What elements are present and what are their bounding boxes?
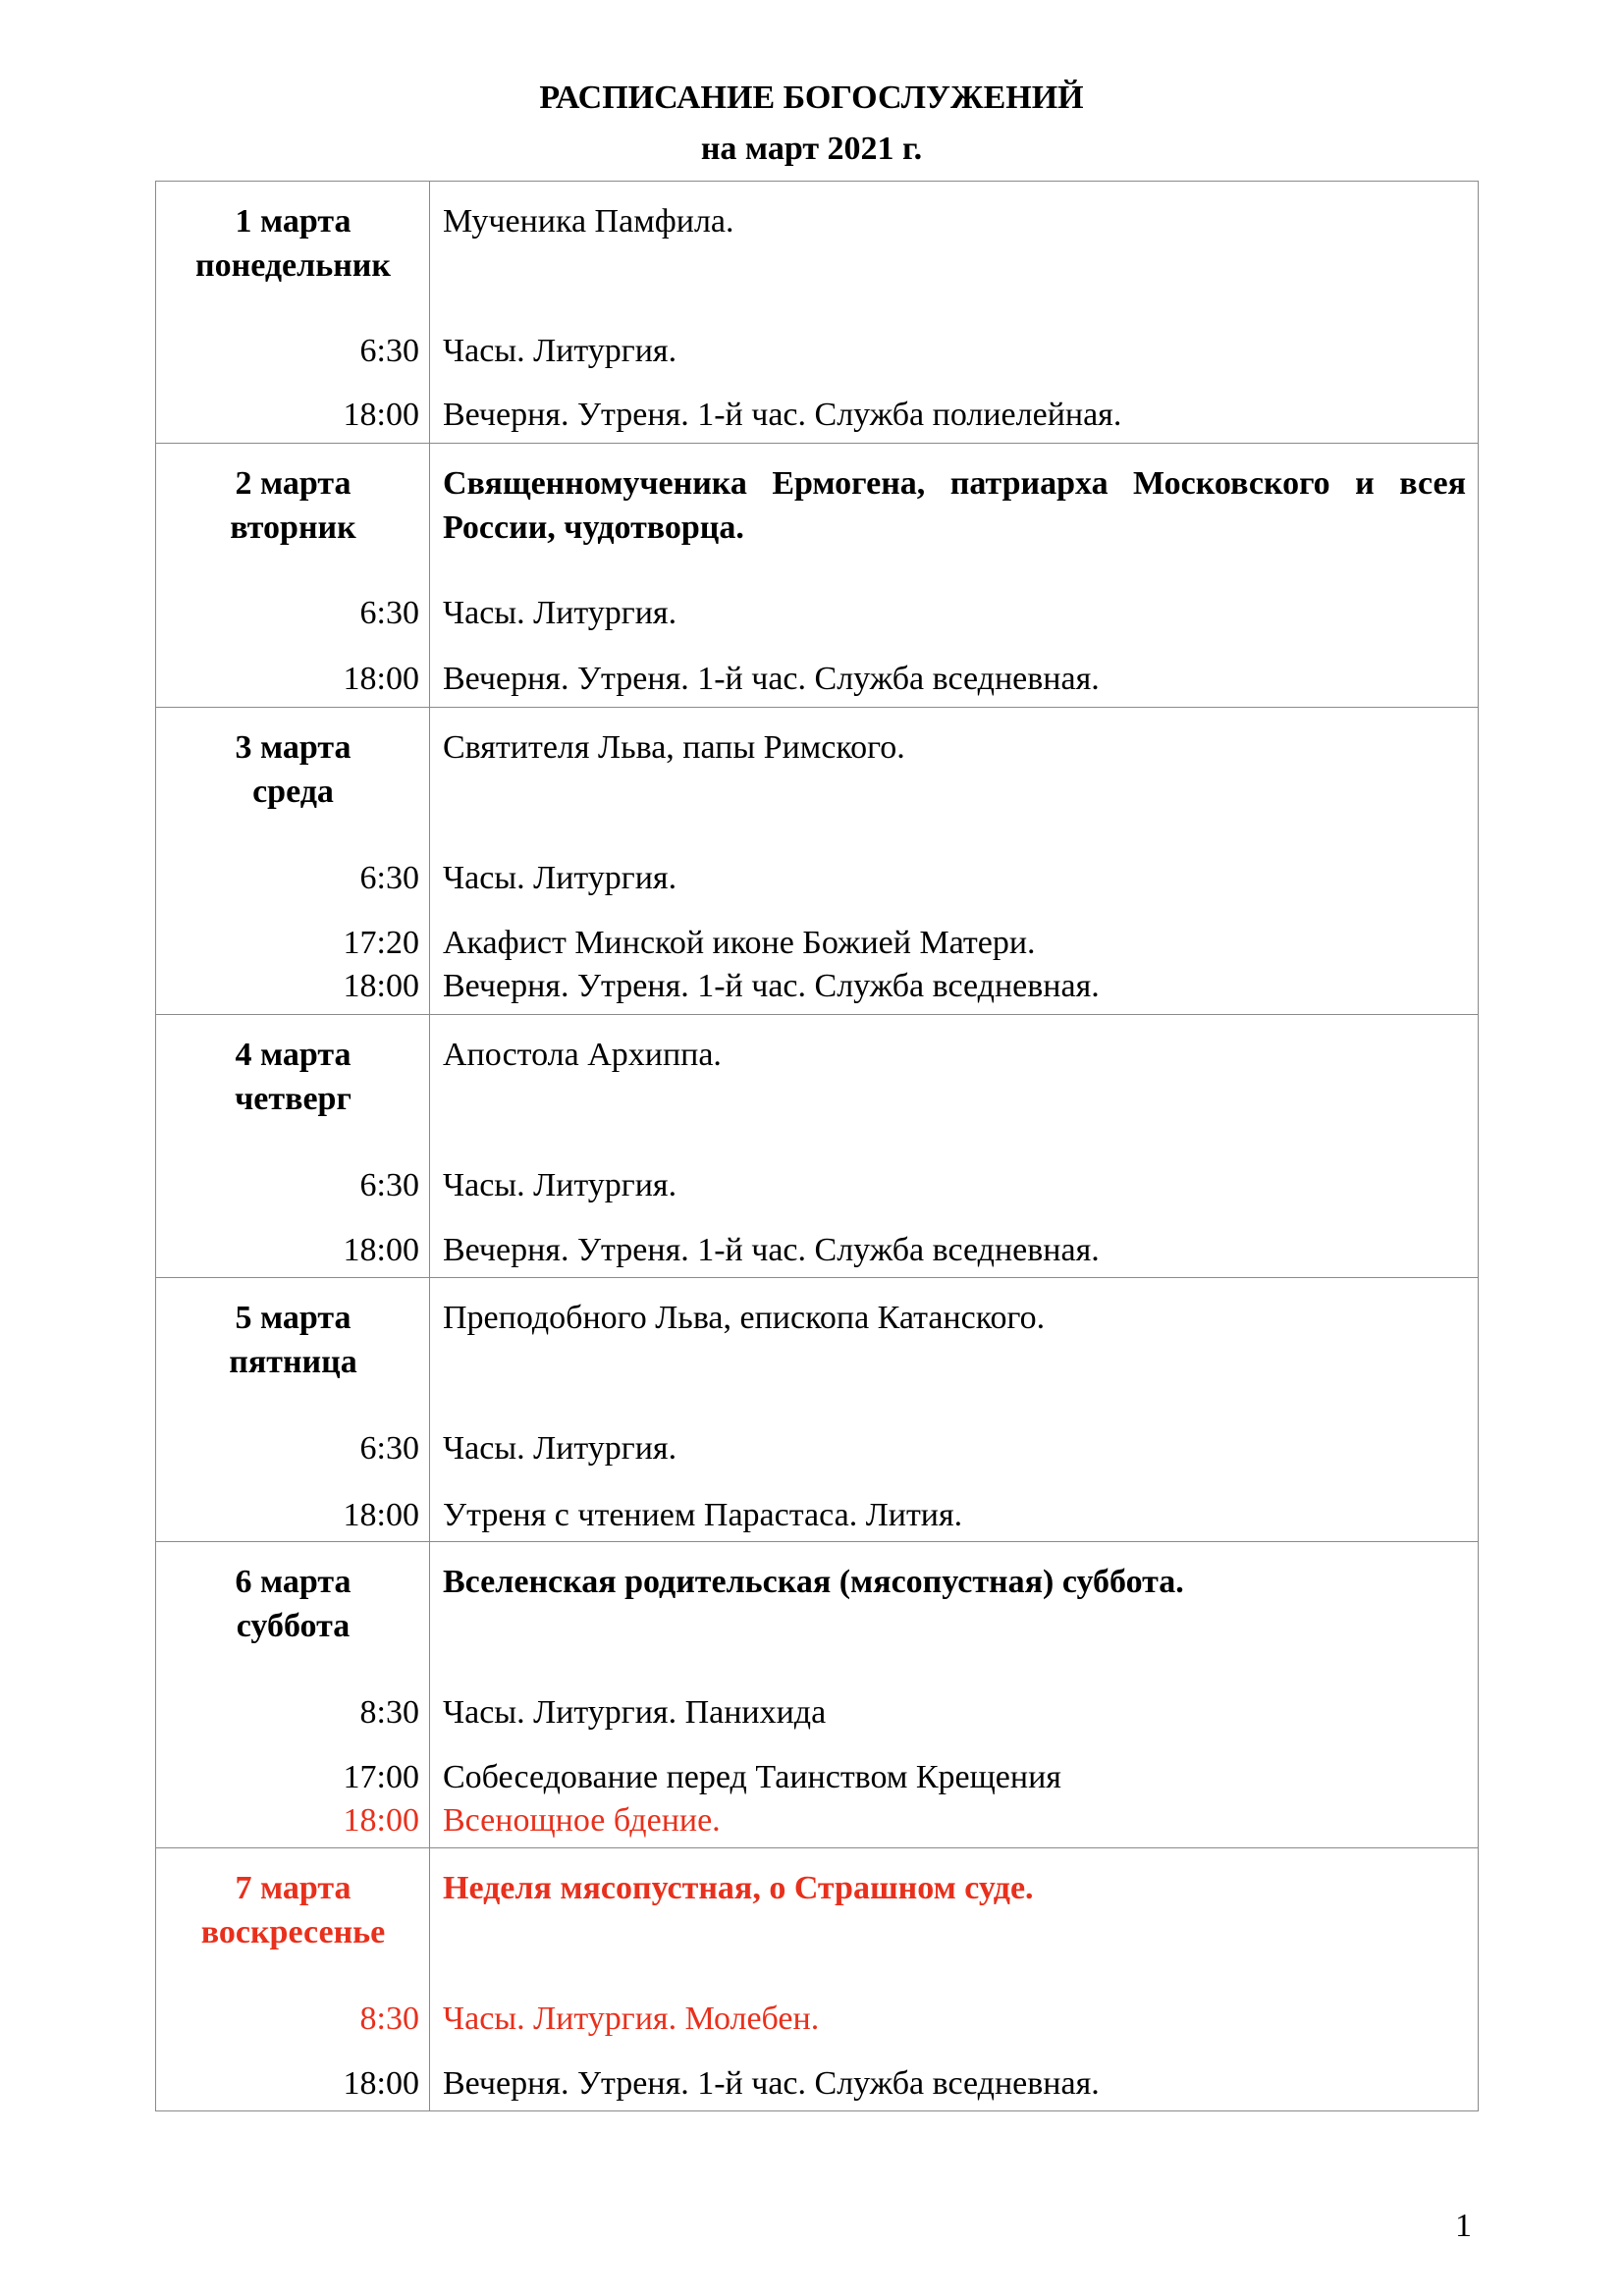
day-row (156, 444, 1479, 708)
date-cell (156, 1542, 430, 1848)
day-date: 6 марта (235, 1564, 352, 1600)
service-description: Часы. Литургия. (443, 595, 677, 631)
feast-title: Преподобного Льва, епископа Катанского. (443, 1300, 1046, 1336)
day-row (156, 182, 1479, 444)
day-weekday: суббота (236, 1608, 351, 1644)
services-cell (430, 1848, 1479, 2111)
service-time: 18:00 (343, 1232, 419, 1268)
day-row (156, 708, 1479, 1015)
service-description: Вечерня. Утреня. 1-й час. Служба вседневная. (443, 1232, 1100, 1268)
service-time: 6:30 (359, 1167, 419, 1203)
day-heading (156, 1033, 430, 1121)
services-cell (430, 708, 1479, 1015)
date-cell (156, 1015, 430, 1278)
day-heading (156, 1296, 430, 1384)
day-row (156, 1848, 1479, 2111)
day-row (156, 1542, 1479, 1848)
day-row (156, 1278, 1479, 1542)
service-time: 6:30 (359, 860, 419, 896)
page-number: 1 (1455, 2208, 1472, 2244)
service-time: 6:30 (359, 1430, 419, 1467)
feast-title: Святителя Льва, папы Римского. (443, 729, 905, 766)
day-weekday: четверг (235, 1081, 352, 1117)
service-time: 18:00 (343, 2065, 419, 2102)
date-cell (156, 708, 430, 1015)
day-heading (156, 1560, 430, 1648)
date-cell (156, 1848, 430, 2111)
page-subtitle: на март 2021 г. (700, 131, 923, 167)
day-date: 3 марта (235, 729, 352, 766)
service-description: Акафист Минской иконе Божией Матери. (443, 925, 1036, 961)
services-cell (430, 182, 1479, 444)
feast-title: Апостола Архиппа. (443, 1037, 722, 1073)
service-description: Вечерня. Утреня. 1-й час. Служба вседневная. (443, 661, 1100, 697)
service-time: 6:30 (359, 333, 419, 369)
date-cell (156, 1278, 430, 1542)
day-weekday: пятница (229, 1344, 357, 1380)
service-description: Всенощное бдение. (443, 1802, 721, 1839)
page-title: РАСПИСАНИЕ БОГОСЛУЖЕНИЙ (539, 80, 1084, 116)
service-description: Часы. Литургия. (443, 1167, 677, 1203)
service-time: 18:00 (343, 1802, 419, 1839)
day-row (156, 1015, 1479, 1278)
feast-title: Священномученика Ермогена, патриарха Московского и всея России, чудотворца. (443, 465, 1466, 546)
service-time: 17:00 (343, 1759, 419, 1795)
day-weekday: понедельник (195, 247, 391, 284)
day-heading (156, 1866, 430, 1954)
service-description: Часы. Литургия. (443, 860, 677, 896)
service-description: Часы. Литургия. Молебен. (443, 2001, 820, 2037)
service-description: Вечерня. Утреня. 1-й час. Служба вседневная. (443, 968, 1100, 1004)
day-heading (156, 461, 430, 550)
service-description: Вечерня. Утреня. 1-й час. Служба полиелейная. (443, 397, 1122, 433)
day-date: 1 марта (235, 203, 352, 240)
date-cell (156, 444, 430, 708)
day-weekday: вторник (230, 509, 356, 546)
service-description: Часы. Литургия. (443, 333, 677, 369)
service-time: 8:30 (359, 2001, 419, 2037)
service-time: 18:00 (343, 661, 419, 697)
service-time: 18:00 (343, 968, 419, 1004)
service-time: 17:20 (343, 925, 419, 961)
schedule-table (155, 181, 1479, 2111)
service-time: 18:00 (343, 397, 419, 433)
feast-title: Неделя мясопустная, о Страшном суде. (443, 1870, 1034, 1906)
service-time: 18:00 (343, 1497, 419, 1533)
service-description: Вечерня. Утреня. 1-й час. Служба вседневная. (443, 2065, 1100, 2102)
feast-title: Вселенская родительская (мясопустная) суббота. (443, 1564, 1184, 1600)
day-date: 2 марта (235, 465, 352, 502)
services-cell (430, 444, 1479, 708)
day-weekday: среда (252, 774, 334, 810)
feast-title: Мученика Памфила. (443, 203, 734, 240)
day-heading (156, 725, 430, 814)
service-description: Часы. Литургия. (443, 1430, 677, 1467)
date-cell (156, 182, 430, 444)
service-description: Утреня с чтением Парастаса. Лития. (443, 1497, 963, 1533)
services-cell (430, 1542, 1479, 1848)
day-date: 7 марта (235, 1870, 352, 1906)
service-description: Часы. Литургия. Панихида (443, 1694, 827, 1731)
service-description: Собеседование перед Таинством Крещения (443, 1759, 1061, 1795)
services-cell (430, 1015, 1479, 1278)
day-date: 4 марта (235, 1037, 352, 1073)
services-cell (430, 1278, 1479, 1542)
service-time: 6:30 (359, 595, 419, 631)
day-weekday: воскресенье (200, 1914, 386, 1950)
service-time: 8:30 (359, 1694, 419, 1731)
day-heading (156, 199, 430, 288)
day-date: 5 марта (235, 1300, 352, 1336)
